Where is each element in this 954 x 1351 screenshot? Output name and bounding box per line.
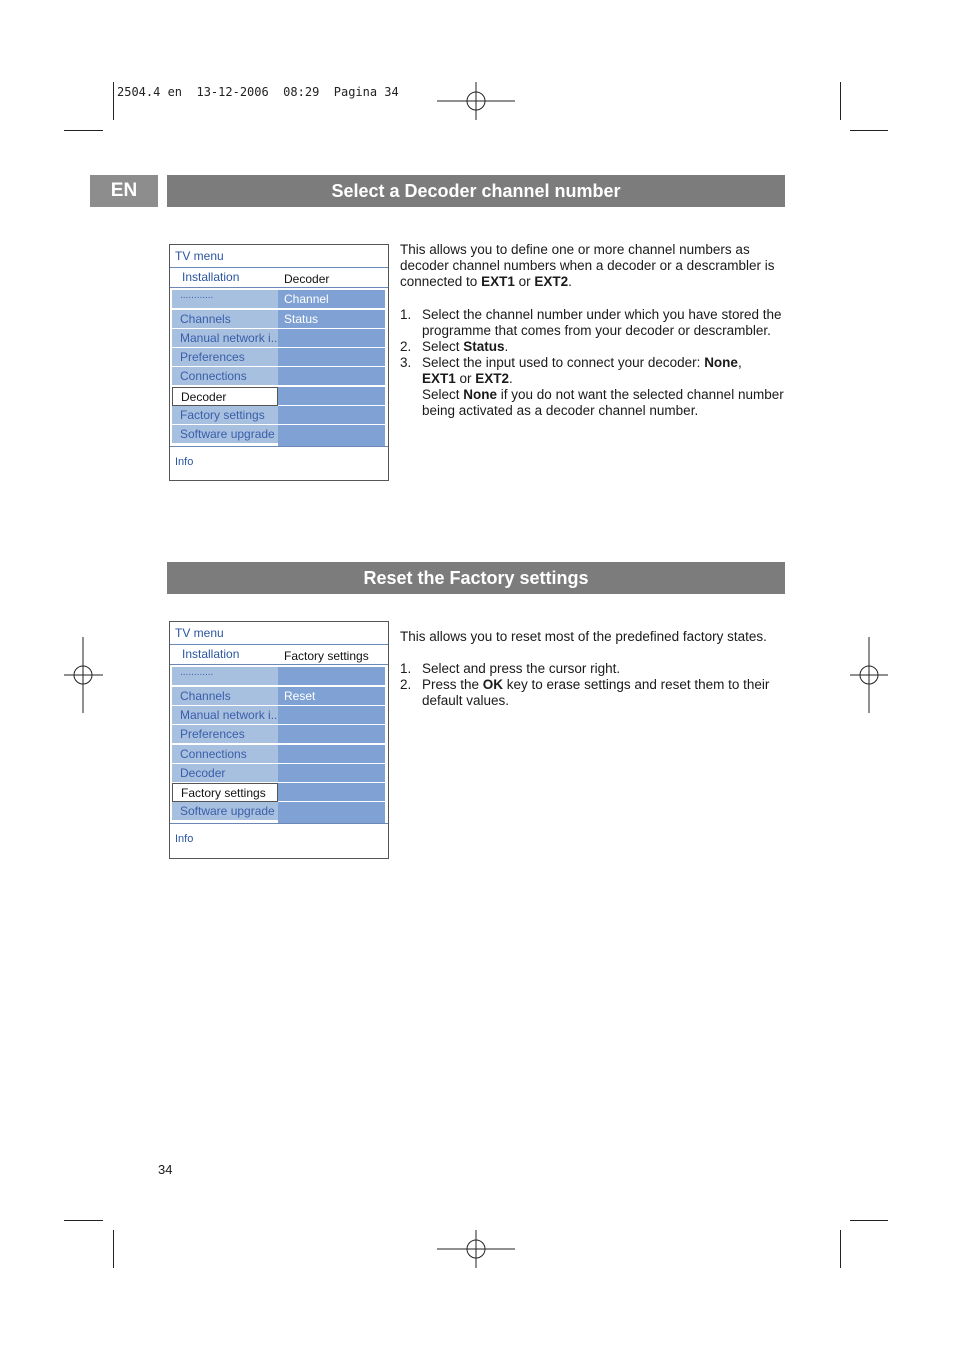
menu-info: Info <box>175 456 194 468</box>
menu-right-item <box>278 387 385 405</box>
menu-info: Info <box>175 833 194 845</box>
menu-item-connections[interactable]: Connections <box>172 745 278 763</box>
menu-item-dots[interactable]: ............ <box>172 667 278 685</box>
tv-menu-title: TV menu <box>175 626 224 640</box>
menu-right-item-reset[interactable]: Reset <box>278 687 385 705</box>
menu-item-preferences[interactable]: Preferences <box>172 348 278 366</box>
factory-intro: This allows you to reset most of the predefined factory states. <box>400 629 767 644</box>
tv-menu-decoder <box>169 244 389 481</box>
menu-item-factory-settings[interactable]: Factory settings <box>172 406 278 424</box>
menu-item-decoder[interactable]: Decoder <box>172 764 278 782</box>
menu-item-software-upgrade[interactable]: Software upgrade <box>172 425 278 443</box>
installation-value: Decoder <box>284 272 330 286</box>
language-tab: EN <box>90 175 158 207</box>
menu-right-item <box>278 725 385 743</box>
page-number: 34 <box>158 1162 173 1177</box>
menu-item-preferences[interactable]: Preferences <box>172 725 278 743</box>
menu-right-item <box>278 667 385 685</box>
menu-right-item[interactable]: Channel <box>278 290 385 308</box>
menu-right-item <box>278 745 385 763</box>
menu-item-channels[interactable]: Channels <box>172 687 278 705</box>
tv-menu-title: TV menu <box>175 249 224 263</box>
installation-label: Installation <box>182 270 240 284</box>
menu-right-item <box>278 329 385 347</box>
menu-item-software-upgrade[interactable]: Software upgrade <box>172 802 278 820</box>
section-title-decoder: Select a Decoder channel number <box>167 175 785 207</box>
menu-right-item <box>278 783 385 801</box>
menu-right-item <box>278 367 385 385</box>
menu-item-manual-network[interactable]: Manual network i.. <box>172 329 278 347</box>
menu-right-item <box>278 425 385 446</box>
section-title-factory: Reset the Factory settings <box>167 562 785 594</box>
menu-right-item <box>278 348 385 366</box>
menu-right-item-status[interactable]: Status <box>278 310 385 328</box>
menu-right-item <box>278 802 385 823</box>
installation-label: Installation <box>182 647 240 661</box>
menu-item-decoder-selected[interactable]: Decoder <box>172 387 278 406</box>
menu-right-item <box>278 764 385 782</box>
tv-menu-factory <box>169 621 389 859</box>
menu-item-manual-network[interactable]: Manual network i.. <box>172 706 278 724</box>
installation-value: Factory settings <box>284 649 369 663</box>
menu-right-item <box>278 706 385 724</box>
menu-item-factory-settings-selected[interactable]: Factory settings <box>172 783 278 802</box>
menu-item-connections[interactable]: Connections <box>172 367 278 385</box>
print-header: 2504.4 en 13-12-2006 08:29 Pagina 34 <box>117 85 399 99</box>
menu-item-channels[interactable]: Channels <box>172 310 278 328</box>
decoder-intro: This allows you to define one or more channel numbers as decoder channel numbers when a decoder or a descrambler is connected to EXT1 or EXT2. <box>400 242 775 289</box>
menu-item-dots[interactable]: ............ <box>172 290 278 308</box>
menu-right-item <box>278 406 385 424</box>
